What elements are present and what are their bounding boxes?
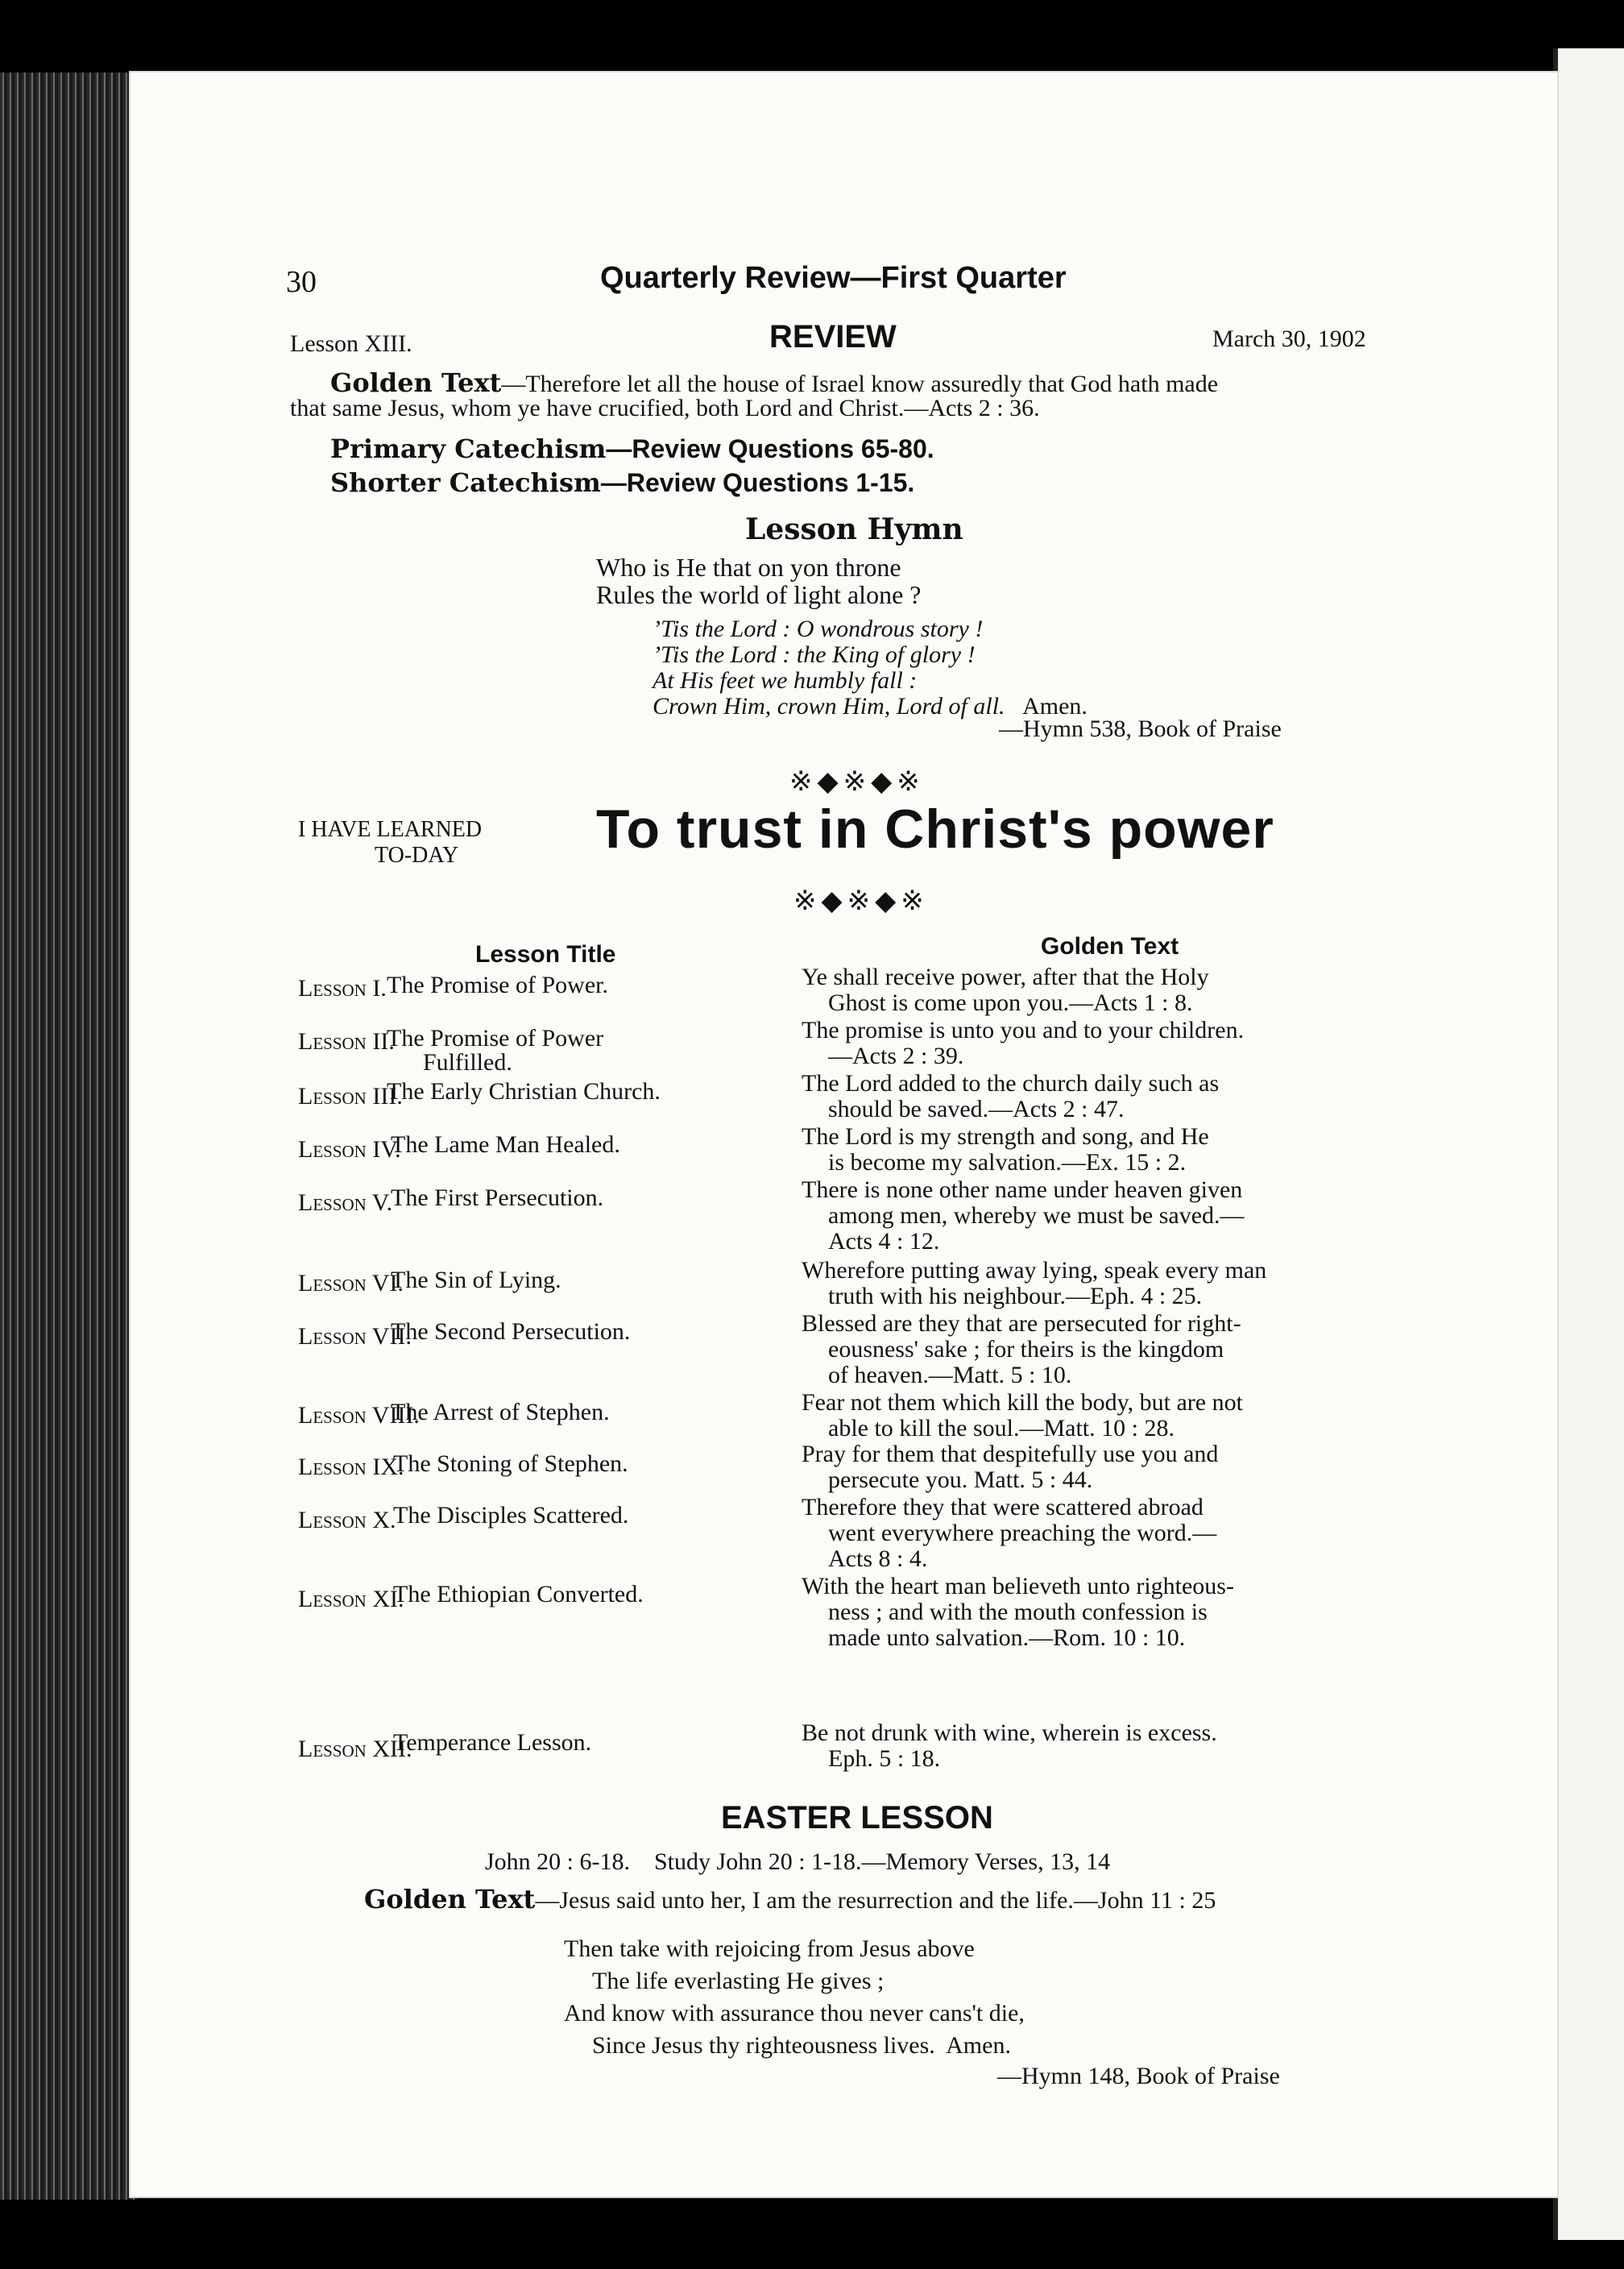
row-text: The Lord is my strength and song, and He	[802, 1123, 1209, 1150]
shorter-catechism	[330, 467, 914, 498]
book-binding	[0, 73, 137, 2200]
row-text: Acts 4 : 12.	[828, 1228, 940, 1255]
golden-text-line2: that same Jesus, whom ye have crucified, both Lord and Christ.—Acts 2 : 36.	[290, 395, 1040, 421]
hymn-line-2: Rules the world of light alone ?	[596, 580, 922, 609]
row-title: The Promise of Power.	[387, 972, 608, 998]
row-title: Fulfilled.	[423, 1049, 512, 1076]
row-title: Temperance Lesson.	[393, 1729, 592, 1756]
row-title: The Sin of Lying.	[391, 1267, 561, 1293]
row-title: The Early Christian Church.	[387, 1078, 661, 1105]
row-text: truth with his neighbour.—Eph. 4 : 25.	[828, 1283, 1203, 1309]
row-text: The promise is unto you and to your children.	[802, 1017, 1245, 1043]
row-lesson: Lesson II.	[298, 1028, 395, 1055]
row-title: The Arrest of Stephen.	[391, 1399, 610, 1425]
lesson-date: March 30, 1902	[1212, 326, 1366, 352]
row-text: of heaven.—Matt. 5 : 10.	[828, 1362, 1072, 1388]
row-text: The Lord added to the church daily such as	[802, 1070, 1220, 1097]
row-text: Ye shall receive power, after that the Holy	[802, 964, 1209, 990]
row-lesson: Lesson VIII.	[298, 1402, 420, 1429]
easter-refs: John 20 : 6-18. Study John 20 : 1-18.—Memory Verses, 13, 14	[485, 1848, 1111, 1875]
hymn-line-4: ’Tis the Lord : the King of glory !	[652, 641, 976, 668]
row-text: Pray for them that despitefully use you and	[802, 1441, 1219, 1467]
learned-label-line1: I HAVE LEARNED	[298, 817, 483, 842]
row-lesson: Lesson I.	[298, 975, 387, 1002]
row-lesson: Lesson XII.	[298, 1736, 412, 1762]
row-text: among men, whereby we must be saved.—	[828, 1202, 1245, 1229]
row-text: able to kill the soul.—Matt. 10 : 28.	[828, 1415, 1174, 1441]
row-text: persecute you. Matt. 5 : 44.	[828, 1466, 1093, 1493]
row-text: made unto salvation.—Rom. 10 : 10.	[828, 1624, 1186, 1651]
easter-golden-body: —Jesus said unto her, I am the resurrection and the life.—John 11 : 25	[535, 1887, 1216, 1914]
row-lesson: Lesson V.	[298, 1189, 393, 1216]
row-lesson: Lesson VI.	[298, 1270, 404, 1296]
easter-golden-text	[364, 1884, 1216, 1914]
ornament-bottom: ※◆※◆※	[793, 885, 929, 917]
row-title: The Lame Man Healed.	[391, 1131, 620, 1158]
primary-catechism	[330, 433, 934, 464]
easter-hymn-line-4: Since Jesus thy righteousness lives. Amen.	[592, 2032, 1011, 2059]
row-lesson: Lesson III.	[298, 1083, 403, 1110]
row-lesson: Lesson IV.	[298, 1136, 401, 1163]
learned-label-line2: TO-DAY	[375, 843, 459, 868]
golden-text-body: —Therefore let all the house of Israel know assuredly that God hath made	[501, 371, 1219, 397]
row-title: The Disciples Scattered.	[393, 1502, 629, 1529]
shorter-catechism-text: —Review Questions 1-15.	[600, 468, 915, 497]
page-number: 30	[286, 265, 317, 299]
row-text: —Acts 2 : 39.	[828, 1043, 964, 1069]
row-title: The Stoning of Stephen.	[393, 1450, 628, 1477]
row-text: Wherefore putting away lying, speak every man	[802, 1257, 1267, 1284]
shorter-catechism-label: Shorter Catechism	[330, 467, 601, 498]
row-text: is become my salvation.—Ex. 15 : 2.	[828, 1149, 1187, 1176]
row-title: The Second Persecution.	[391, 1318, 631, 1345]
row-text: With the heart man believeth unto righteous-	[802, 1573, 1234, 1599]
hymn-amen: Amen.	[1022, 693, 1088, 720]
row-lesson: Lesson X.	[298, 1507, 396, 1533]
learned-statement: To trust in Christ's power	[596, 799, 1274, 860]
row-text: should be saved.—Acts 2 : 47.	[828, 1096, 1125, 1122]
lesson-title: REVIEW	[769, 319, 897, 355]
hymn-line-5: At His feet we humbly fall :	[652, 667, 918, 694]
row-text: Fear not them which kill the body, but are not	[802, 1389, 1243, 1416]
hymn-heading: Lesson Hymn	[745, 512, 963, 546]
row-title: The Ethiopian Converted.	[393, 1581, 644, 1607]
row-text: ness ; and with the mouth confession is	[828, 1599, 1208, 1625]
easter-hymn-line-2: The life everlasting He gives ;	[592, 1968, 884, 1994]
row-title: The First Persecution.	[391, 1184, 604, 1211]
running-title: Quarterly Review—First Quarter	[600, 261, 1067, 295]
ornament-top: ※◆※◆※	[789, 765, 925, 798]
hymn-source: —Hymn 538, Book of Praise	[999, 716, 1282, 742]
row-text: Eph. 5 : 18.	[828, 1745, 941, 1772]
row-text: went everywhere preaching the word.—	[828, 1520, 1217, 1546]
row-text: Be not drunk with wine, wherein is excess.	[802, 1719, 1217, 1746]
easter-title: EASTER LESSON	[721, 1800, 993, 1836]
row-text: Therefore they that were scattered abroad	[802, 1494, 1204, 1520]
row-title: The Promise of Power	[387, 1025, 604, 1052]
hymn-line-3: ’Tis the Lord : O wondrous story !	[652, 616, 984, 642]
easter-hymn-line-3: And know with assurance thou never cans't die,	[564, 2000, 1025, 2026]
easter-hymn-line-1: Then take with rejoicing from Jesus above	[564, 1935, 975, 1962]
row-text: eousness' sake ; for theirs is the kingdom	[828, 1336, 1224, 1363]
hymn-line-1: Who is He that on yon throne	[596, 553, 901, 582]
golden-text-line1	[290, 367, 1218, 398]
golden-text-label: Golden Text	[330, 367, 502, 398]
row-text: Ghost is come upon you.—Acts 1 : 8.	[828, 989, 1193, 1016]
col-header-golden: Golden Text	[1041, 933, 1179, 960]
facing-page-edge	[1553, 48, 1624, 2240]
row-lesson: Lesson XI.	[298, 1586, 404, 1612]
row-lesson: Lesson IX.	[298, 1454, 404, 1480]
primary-catechism-text: —Review Questions 65-80.	[606, 434, 934, 463]
row-text: Acts 8 : 4.	[828, 1545, 928, 1572]
row-text: Blessed are they that are persecuted for right-	[802, 1310, 1241, 1337]
easter-golden-label: Golden Text	[364, 1884, 536, 1914]
hymn-line-6-text: Crown Him, crown Him, Lord of all.	[652, 693, 1005, 720]
easter-hymn-source: —Hymn 148, Book of Praise	[997, 2063, 1280, 2089]
book-page	[129, 71, 1559, 2198]
row-text: There is none other name under heaven given	[802, 1176, 1243, 1203]
row-lesson: Lesson VII.	[298, 1323, 412, 1350]
lesson-label: Lesson XIII.	[290, 330, 412, 357]
col-header-title: Lesson Title	[475, 941, 616, 968]
primary-catechism-label: Primary Catechism	[330, 433, 607, 464]
